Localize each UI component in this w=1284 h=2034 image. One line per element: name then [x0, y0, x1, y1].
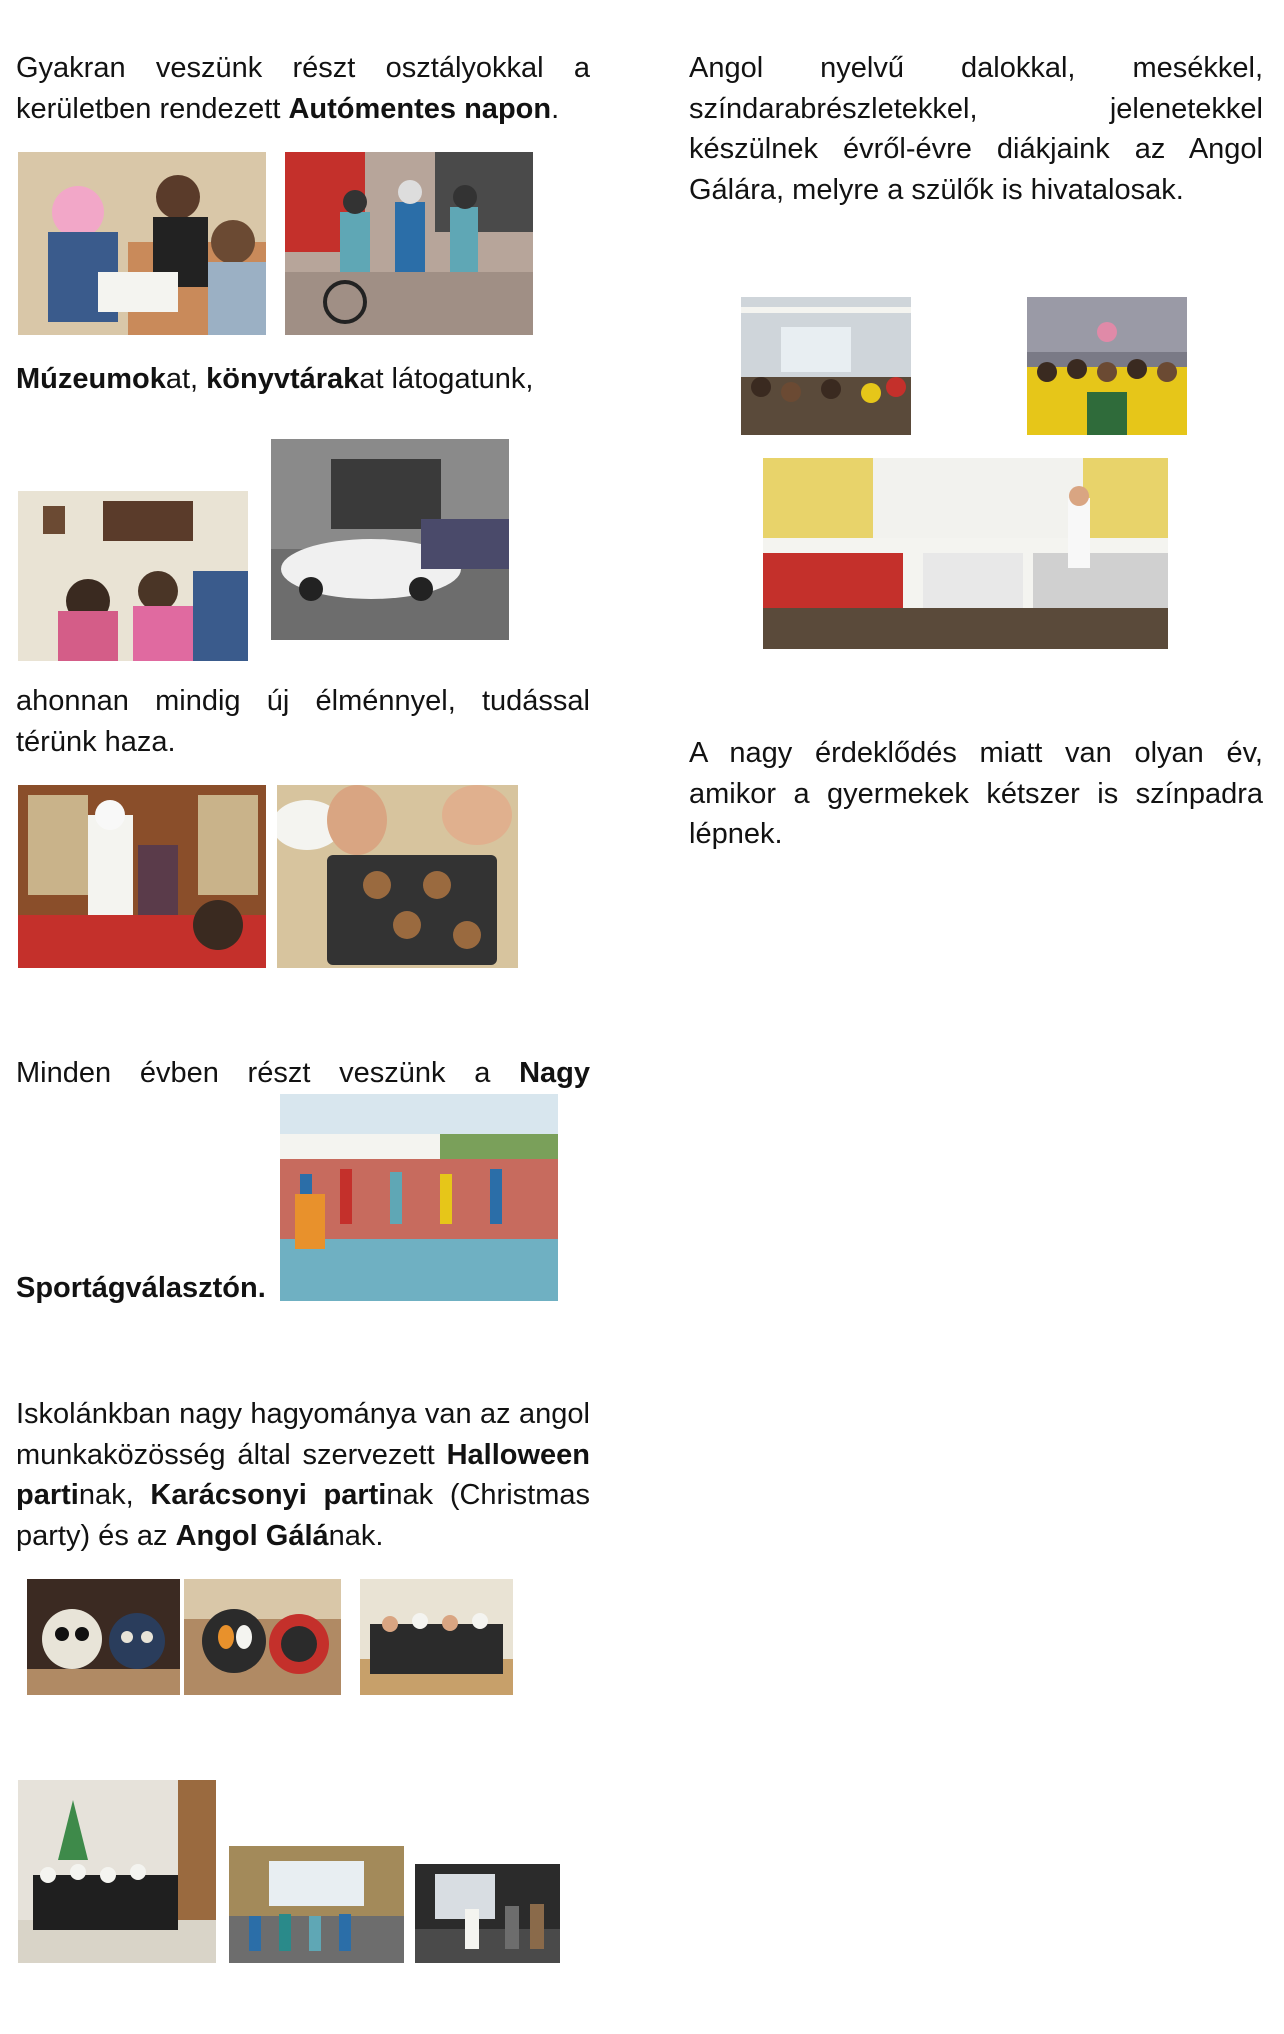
- photo-gala-choir-yellow: [1027, 297, 1187, 435]
- paragraph-museums: Múzeumokat, könyvtárakat látogatunk,: [16, 363, 534, 395]
- photo-gala-audience: [741, 297, 911, 435]
- gala-bold: Angol Gálá: [175, 1519, 329, 1552]
- sports-fair-label: Sportágválasztón.: [16, 1272, 266, 1304]
- photo-gym-performance-1: [18, 1780, 216, 1963]
- photo-halloween-pumpkins-1: [27, 1579, 180, 1695]
- nagy-bold: Nagy: [519, 1057, 590, 1089]
- paragraph-english-gala: Angol nyelvű dalokkal, mesékkel, színdarabrészletekkel, jelenetekkel készülnek évről-évre diákjaink az Angol Gálára, melyre a szülők is hivatalosak.: [689, 52, 1263, 206]
- museums-bold: Múzeumok: [16, 363, 166, 395]
- photo-sports-fair: [280, 1094, 558, 1301]
- halloween-bold: Halloween parti: [16, 1438, 590, 1511]
- paragraph-english-events: Iskolánkban nagy hagyománya van az angol munkaközösség által szervezett Halloween partinak, Karácsonyi partinak (Christmas party) és az Angol Gálának.: [16, 1398, 590, 1552]
- paragraph-experiences: ahonnan mindig új élménnyel, tudással térünk haza.: [16, 685, 590, 758]
- christmas-bold: Karácsonyi parti: [150, 1479, 387, 1511]
- libraries-bold: könyvtárak: [206, 363, 360, 395]
- paragraph-car-free-day: Gyakran veszünk részt osztályokkal a kerületben rendezett Autómentes napon.: [16, 52, 590, 125]
- photo-halloween-group: [360, 1579, 513, 1695]
- photo-children-drawing: [18, 152, 266, 335]
- photo-pharmacy-museum: [18, 785, 266, 968]
- photo-kids-bikes: [285, 152, 533, 335]
- photo-library-entrance: [271, 439, 509, 640]
- photo-gala-christmas-choir: [763, 458, 1168, 649]
- car-free-day-bold: Autómentes napon: [288, 92, 552, 125]
- photo-stage-performance: [415, 1864, 560, 1963]
- photo-museum-visit: [18, 491, 248, 661]
- paragraph-sports-fair-line1: Minden évben részt veszünk a Nagy: [16, 1057, 590, 1089]
- photo-gym-performance-2: [229, 1846, 404, 1963]
- photo-baking-tray: [277, 785, 518, 968]
- paragraph-two-performances: A nagy érdeklődés miatt van olyan év, amikor a gyermekek kétszer is színpadra lépnek.: [689, 737, 1263, 850]
- photo-halloween-pumpkins-2: [184, 1579, 341, 1695]
